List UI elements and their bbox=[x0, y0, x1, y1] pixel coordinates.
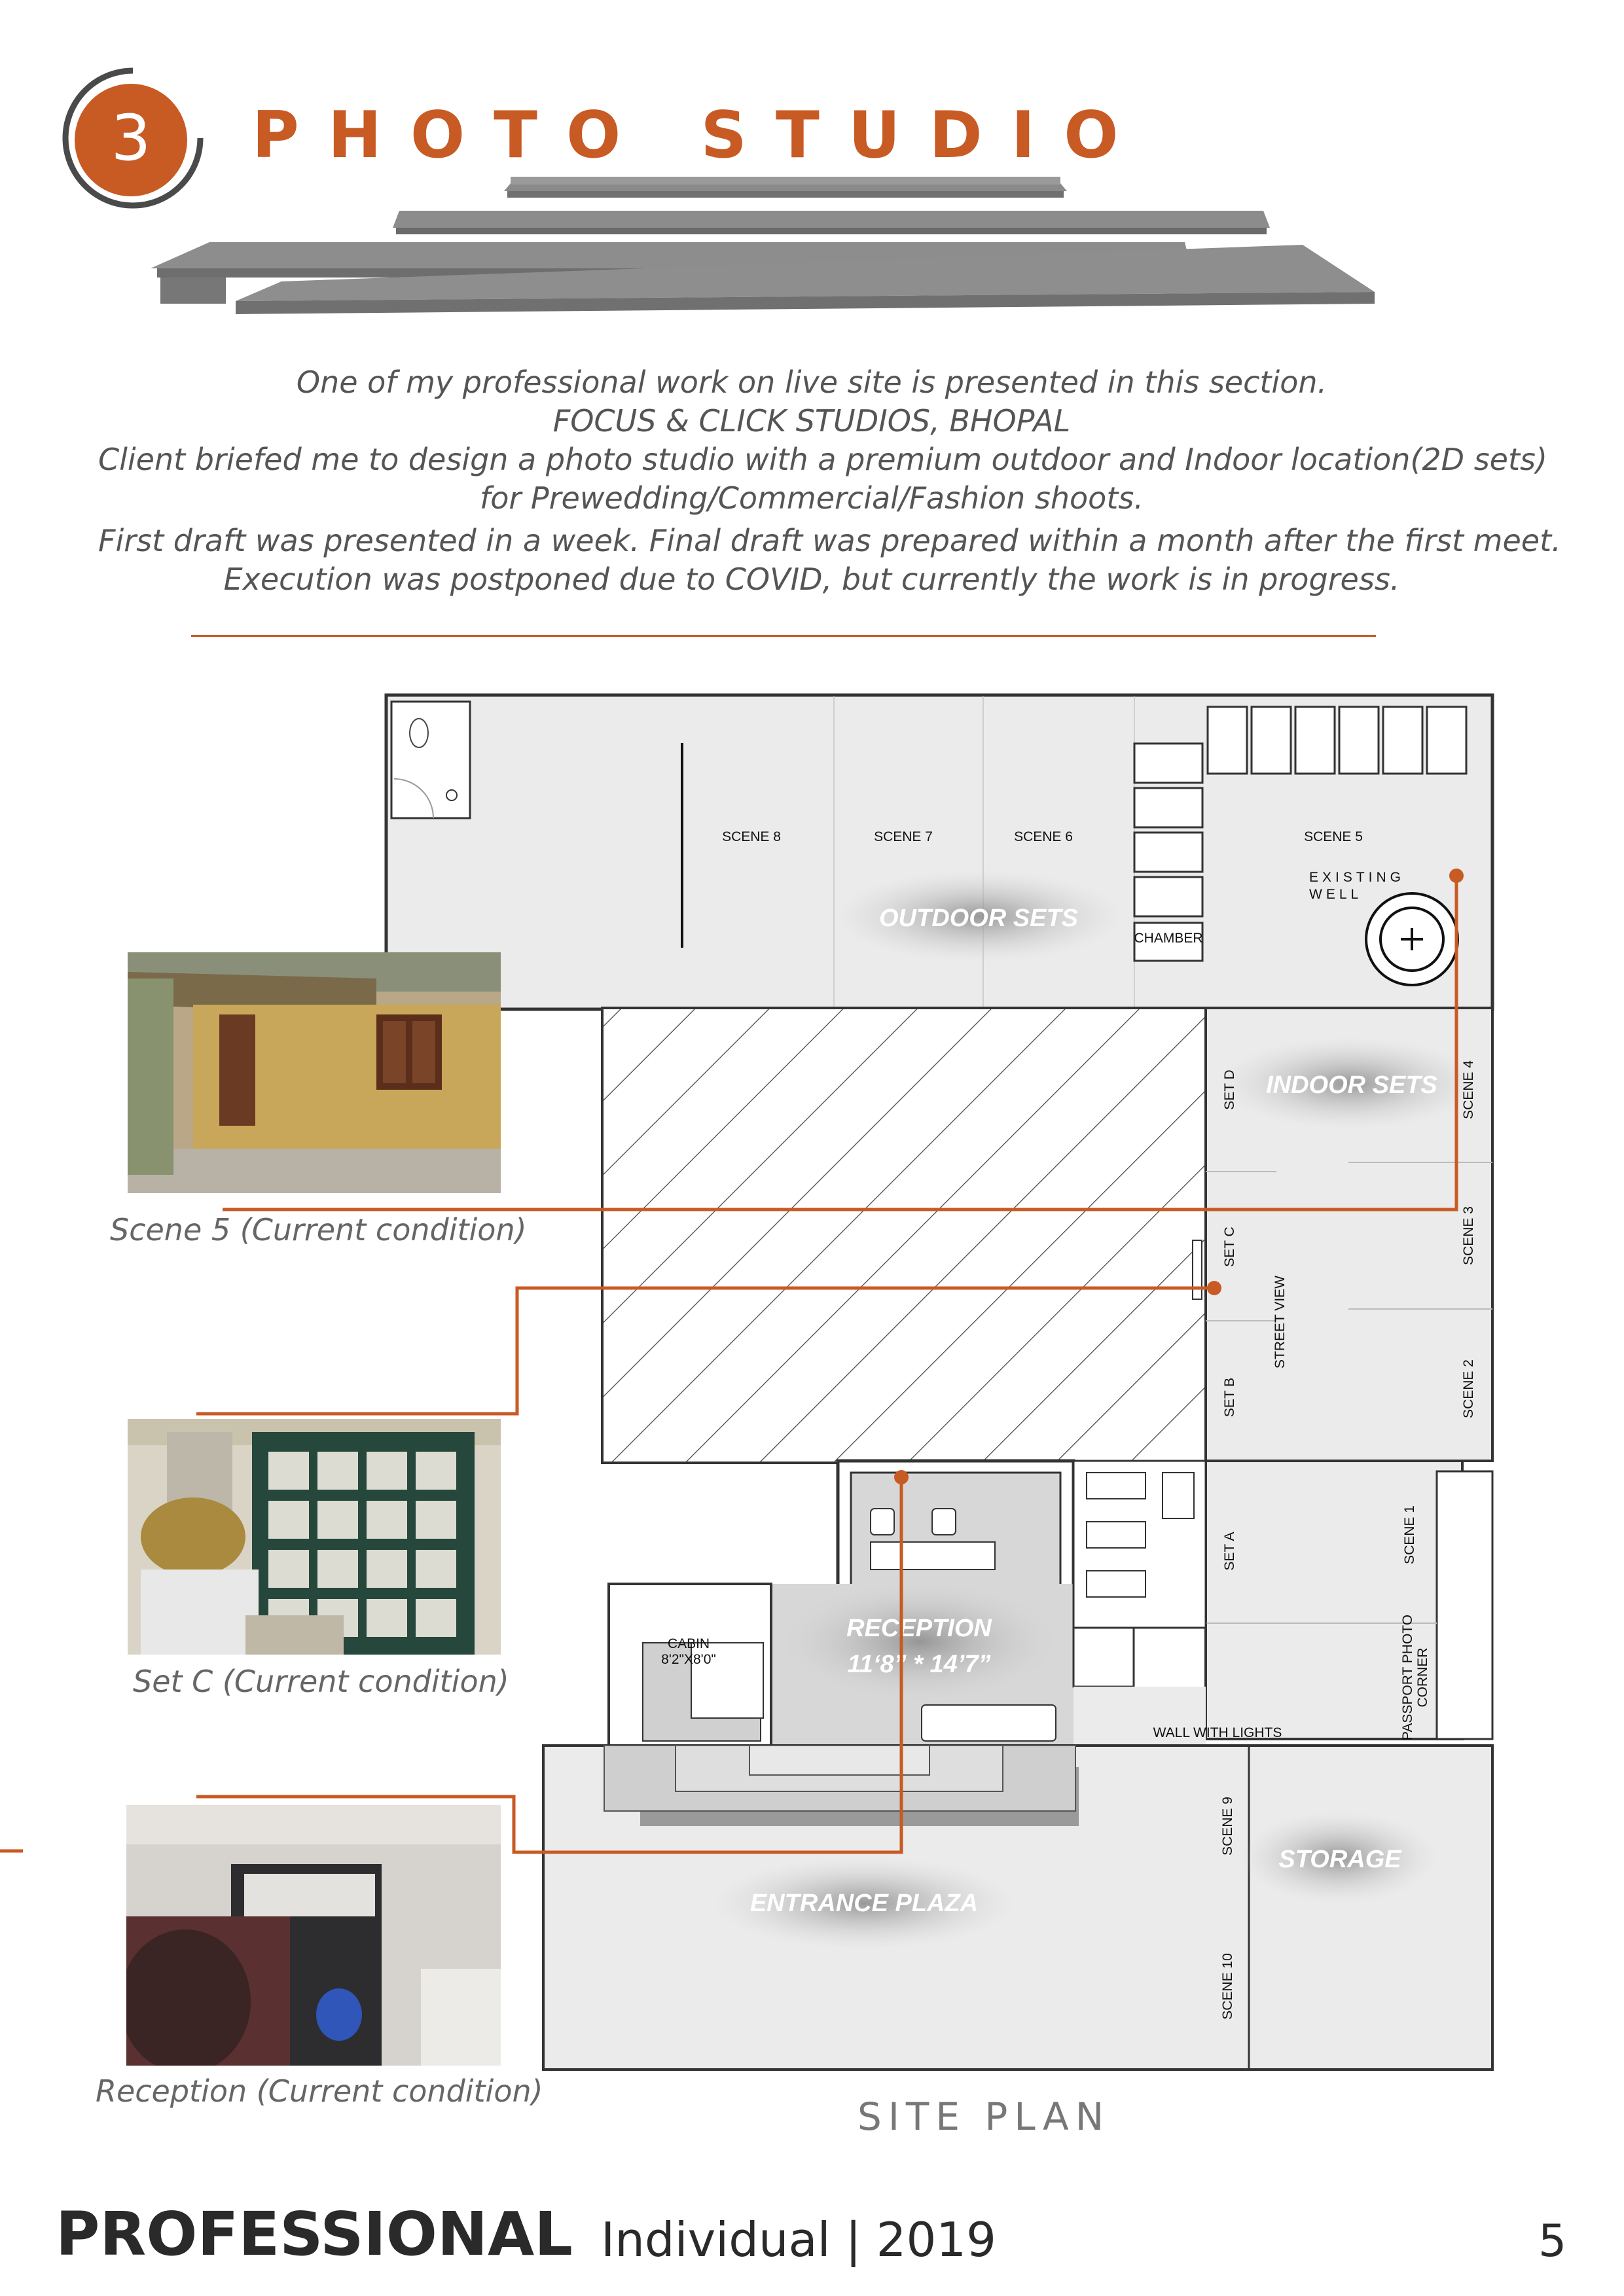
entrance-steps bbox=[604, 1746, 1079, 1826]
label-scene-1: SCENE 1 bbox=[1402, 1505, 1417, 1564]
footer-category: PROFESSIONAL bbox=[56, 2199, 573, 2269]
courtyard bbox=[602, 1008, 1206, 1463]
label-chamber: CHAMBER bbox=[1134, 931, 1203, 946]
label-scene-3: SCENE 3 bbox=[1461, 1206, 1476, 1265]
caption-set-c: Set C (Current condition) bbox=[133, 1664, 509, 1699]
intro-line: for Prewedding/Commercial/Fashion shoots. bbox=[480, 480, 1144, 516]
zone-outdoor-sets: OUTDOOR SETS bbox=[878, 905, 1079, 932]
photo-set-c bbox=[128, 1419, 501, 1655]
intro-line: Execution was postponed due to COVID, but currently the work is in progress. bbox=[223, 562, 1400, 597]
section-number: 3 bbox=[111, 101, 151, 175]
label-well-1: EXISTING bbox=[1309, 870, 1405, 885]
site-plan-title: SITE PLAN bbox=[857, 2094, 1111, 2139]
zone-storage: STORAGE bbox=[1278, 1846, 1401, 1873]
label-cabin-2: 8'2"X8'0" bbox=[661, 1652, 716, 1667]
label-scene-8: SCENE 8 bbox=[722, 829, 781, 844]
slabs-graphic bbox=[137, 177, 1447, 340]
caption-scene-5: Scene 5 (Current condition) bbox=[110, 1212, 527, 1247]
page-number: 5 bbox=[1538, 2215, 1567, 2267]
page-title: PHOTO STUDIO bbox=[252, 98, 1147, 173]
divider bbox=[191, 635, 1376, 637]
label-passport-1: PASSPORT PHOTO bbox=[1400, 1614, 1415, 1741]
zone-reception: RECEPTION bbox=[846, 1615, 992, 1642]
label-scene-6: SCENE 6 bbox=[1014, 829, 1073, 844]
zone-reception-size: 11‘8” * 14’7” bbox=[847, 1651, 991, 1678]
zone-entrance-plaza: ENTRANCE PLAZA bbox=[749, 1890, 979, 1917]
intro-line: One of my professional work on live site is presented in this section. bbox=[296, 365, 1327, 400]
label-scene-5: SCENE 5 bbox=[1304, 829, 1363, 844]
label-scene-7: SCENE 7 bbox=[874, 829, 933, 844]
label-scene-10: SCENE 10 bbox=[1220, 1953, 1235, 2020]
intro-line: First draft was presented in a week. Final draft was prepared within a month after the first meet. bbox=[98, 523, 1561, 558]
label-cabin-1: CABIN bbox=[667, 1636, 710, 1651]
label-scene-9: SCENE 9 bbox=[1220, 1797, 1235, 1856]
label-scene-4: SCENE 4 bbox=[1461, 1060, 1476, 1119]
caption-reception: Reception (Current condition) bbox=[96, 2073, 543, 2109]
label-set-d: SET D bbox=[1222, 1069, 1237, 1110]
zone-indoor-sets: INDOOR SETS bbox=[1266, 1071, 1437, 1099]
label-set-c: SET C bbox=[1222, 1227, 1237, 1267]
photo-reception bbox=[126, 1805, 501, 2066]
label-passport-2: CORNER bbox=[1415, 1647, 1430, 1708]
label-street-view: STREET VIEW bbox=[1272, 1276, 1288, 1369]
label-well-2: WELL bbox=[1309, 887, 1363, 902]
label-wall-lights: WALL WITH LIGHTS bbox=[1153, 1725, 1282, 1740]
label-scene-2: SCENE 2 bbox=[1461, 1359, 1476, 1418]
intro-text bbox=[98, 363, 1561, 599]
photo-scene-5 bbox=[128, 952, 501, 1193]
intro-line: Client briefed me to design a photo studio with a premium outdoor and Indoor location(2D sets) bbox=[98, 442, 1547, 477]
label-set-b: SET B bbox=[1222, 1377, 1237, 1418]
label-set-a: SET A bbox=[1222, 1532, 1237, 1571]
intro-line: FOCUS & CLICK STUDIOS, BHOPAL bbox=[552, 403, 1071, 439]
toilet bbox=[391, 702, 470, 818]
footer-meta: Individual | 2019 bbox=[601, 2212, 996, 2267]
